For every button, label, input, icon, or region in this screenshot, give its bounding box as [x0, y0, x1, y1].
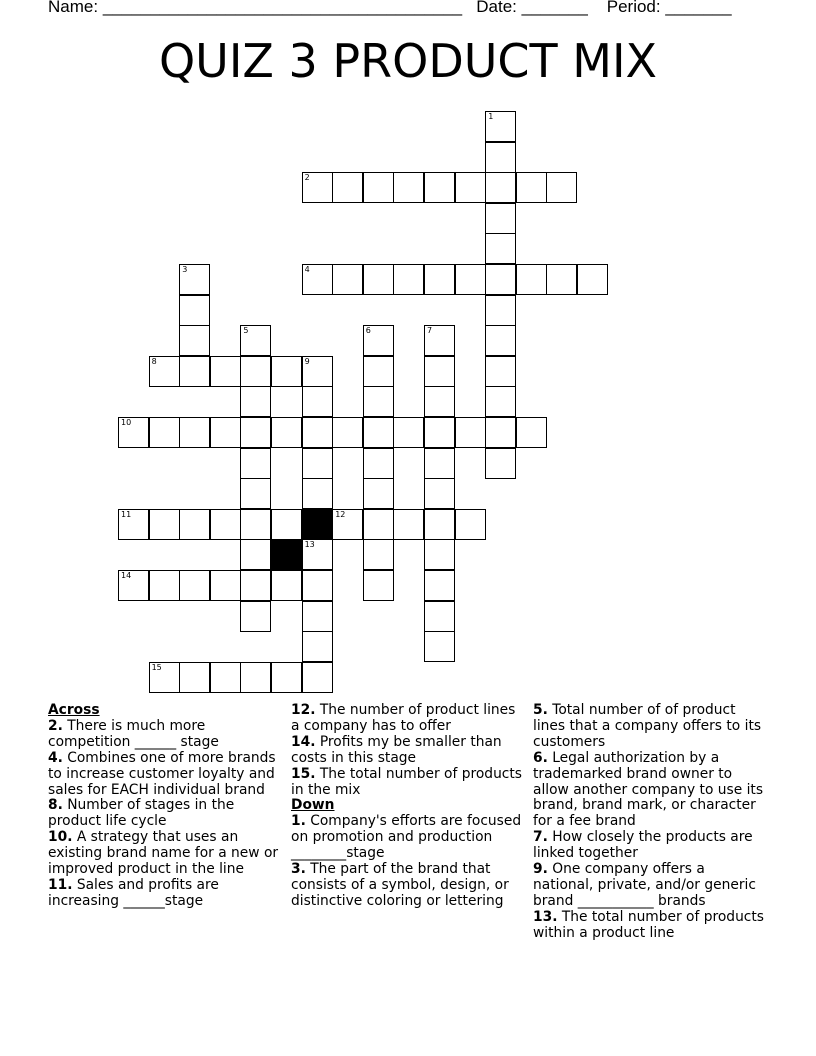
grid-cell[interactable] — [485, 356, 516, 387]
grid-cell[interactable] — [240, 539, 271, 570]
grid-cell[interactable] — [332, 172, 363, 203]
grid-cell[interactable] — [485, 203, 516, 234]
clue-across-8: 8. Number of stages in the product life cycle — [48, 797, 235, 830]
grid-cell[interactable] — [485, 264, 516, 295]
grid-cell[interactable] — [424, 539, 455, 570]
grid-cell-1[interactable] — [485, 111, 516, 142]
clue-across-2: 2. There is much more competition ______ stage — [48, 717, 219, 750]
clue-number-label: 13 — [304, 540, 315, 550]
clue-column-2 — [291, 703, 523, 910]
grid-cell[interactable] — [485, 233, 516, 264]
grid-cell[interactable] — [424, 631, 455, 662]
grid-cell[interactable] — [363, 264, 394, 295]
grid-cell[interactable] — [179, 356, 210, 387]
grid-cell[interactable] — [149, 570, 180, 601]
clue-down-13: 13. The total number of products within a product line — [533, 908, 764, 941]
grid-cell[interactable] — [363, 448, 394, 479]
grid-cell[interactable] — [485, 448, 516, 479]
grid-cell[interactable] — [302, 478, 333, 509]
grid-cell[interactable] — [210, 662, 241, 693]
grid-cell[interactable] — [179, 662, 210, 693]
date-blank[interactable]: _______ — [521, 0, 588, 16]
grid-cell[interactable] — [424, 172, 455, 203]
grid-cell[interactable] — [210, 356, 241, 387]
clue-down-7: 7. How closely the products are linked together — [533, 829, 753, 862]
grid-cell-9[interactable] — [302, 356, 333, 387]
grid-cell[interactable] — [271, 570, 302, 601]
grid-cell[interactable] — [149, 417, 180, 448]
grid-cell[interactable] — [424, 601, 455, 632]
grid-cell[interactable] — [485, 142, 516, 173]
grid-cell[interactable] — [424, 478, 455, 509]
grid-cell[interactable] — [179, 417, 210, 448]
grid-cell-5[interactable] — [240, 325, 271, 356]
grid-cell[interactable] — [393, 509, 424, 540]
grid-cell[interactable] — [546, 172, 577, 203]
grid-cell[interactable] — [485, 417, 516, 448]
clue-number-label: 11 — [121, 509, 132, 519]
grid-cell[interactable] — [455, 264, 486, 295]
grid-cell[interactable] — [332, 264, 363, 295]
grid-cell-4[interactable] — [302, 264, 333, 295]
grid-cell[interactable] — [424, 264, 455, 295]
clue-across-4: 4. Combines one of more brands to increase customer loyalty and sales for EACH individual brand — [48, 749, 276, 798]
grid-cell-14[interactable] — [118, 570, 149, 601]
grid-cell[interactable] — [516, 264, 547, 295]
grid-cell[interactable] — [363, 539, 394, 570]
grid-cell[interactable] — [363, 570, 394, 601]
clue-number-label: 4 — [304, 265, 310, 274]
grid-cell[interactable] — [240, 662, 271, 693]
grid-cell[interactable] — [271, 356, 302, 387]
grid-cell-12[interactable] — [332, 509, 363, 540]
grid-cell[interactable] — [210, 509, 241, 540]
grid-cell-2[interactable] — [302, 172, 333, 203]
period-label: Period: — [606, 0, 661, 16]
page-title: QUIZ 3 PRODUCT MIX — [158, 34, 658, 88]
grid-cell[interactable] — [393, 264, 424, 295]
grid-cell[interactable] — [302, 631, 333, 662]
grid-cell[interactable] — [516, 172, 547, 203]
grid-cell[interactable] — [363, 386, 394, 417]
black-square — [302, 509, 333, 540]
grid-cell-10[interactable] — [118, 417, 149, 448]
grid-cell[interactable] — [302, 417, 333, 448]
grid-cell[interactable] — [210, 417, 241, 448]
grid-cell[interactable] — [455, 172, 486, 203]
clue-number-label: 12 — [335, 509, 346, 519]
grid-cell[interactable] — [302, 386, 333, 417]
grid-cell[interactable] — [332, 417, 363, 448]
grid-cell[interactable] — [240, 601, 271, 632]
grid-cell[interactable] — [179, 295, 210, 326]
grid-cell[interactable] — [271, 662, 302, 693]
grid-cell[interactable] — [363, 478, 394, 509]
grid-cell[interactable] — [240, 509, 271, 540]
across-heading: Across — [48, 702, 100, 718]
grid-cell[interactable] — [302, 662, 333, 693]
grid-cell[interactable] — [393, 417, 424, 448]
clue-down-5: 5. Total number of of product lines that a company offers to its customers — [533, 702, 762, 750]
clue-number-label: 6 — [365, 326, 371, 336]
clue-across-12: 12. The number of product lines a company has to offer — [291, 702, 516, 734]
clue-down-9: 9. One company offers a national, private, and/or generic brand ___________ brands — [533, 861, 756, 909]
grid-cell-6[interactable] — [363, 325, 394, 356]
clue-number-label: 7 — [427, 326, 433, 336]
clue-down-1: 1. Company's efforts are focused on promotion and production ________stage — [291, 813, 522, 862]
clue-across-15: 15. The total number of products in the mix — [291, 765, 522, 798]
grid-cell[interactable] — [240, 570, 271, 601]
grid-cell-8[interactable] — [149, 356, 180, 387]
grid-cell[interactable] — [302, 448, 333, 479]
grid-cell[interactable] — [424, 509, 455, 540]
clue-column-1 — [48, 703, 284, 910]
grid-cell[interactable] — [546, 264, 577, 295]
grid-cell[interactable] — [363, 356, 394, 387]
grid-cell[interactable] — [240, 448, 271, 479]
clue-down-3: 3. The part of the brand that consists of a symbol, design, or distinctive coloring or lettering — [291, 861, 509, 909]
clue-number-label: 9 — [304, 356, 310, 366]
grid-cell[interactable] — [516, 417, 547, 448]
grid-cell[interactable] — [485, 172, 516, 203]
clue-across-11: 11. Sales and profits are increasing ______stage — [48, 876, 219, 909]
grid-cell[interactable] — [240, 386, 271, 417]
grid-cell-15[interactable] — [149, 662, 180, 693]
date-label: Date: — [476, 0, 517, 16]
grid-cell[interactable] — [424, 570, 455, 601]
clue-across-14: 14. Profits my be smaller than costs in this stage — [291, 733, 502, 766]
grid-cell-7[interactable] — [424, 325, 455, 356]
grid-cell[interactable] — [240, 356, 271, 387]
grid-cell[interactable] — [424, 448, 455, 479]
grid-cell[interactable] — [424, 417, 455, 448]
clue-down-6: 6. Legal authorization by a trademarked brand owner to allow another company to use its brand, brand mark, or character for a fee brand — [533, 749, 764, 830]
black-square — [271, 539, 302, 570]
down-heading: Down — [291, 797, 335, 814]
grid-cell[interactable] — [485, 325, 516, 356]
clue-number-label: 8 — [151, 356, 157, 366]
grid-cell[interactable] — [363, 417, 394, 448]
name-label: Name: — [48, 0, 99, 16]
grid-cell[interactable] — [485, 295, 516, 326]
clue-number-label: 14 — [121, 571, 132, 580]
name-blank[interactable]: ______________________________________ — [102, 0, 463, 16]
grid-cell[interactable] — [149, 509, 180, 540]
grid-cell[interactable] — [393, 172, 424, 203]
clue-number-label: 3 — [182, 265, 188, 274]
grid-cell-13[interactable] — [302, 539, 333, 570]
grid-cell[interactable] — [271, 417, 302, 448]
grid-cell[interactable] — [455, 509, 486, 540]
grid-cell[interactable] — [240, 417, 271, 448]
clue-column-3 — [533, 703, 769, 942]
clue-number-label: 15 — [151, 662, 162, 672]
grid-cell[interactable] — [179, 325, 210, 356]
clue-number-label: 2 — [304, 173, 310, 183]
grid-cell[interactable] — [363, 509, 394, 540]
grid-cell[interactable] — [179, 509, 210, 540]
grid-cell[interactable] — [577, 264, 608, 295]
grid-cell[interactable] — [485, 386, 516, 417]
grid-cell[interactable] — [424, 386, 455, 417]
grid-cell[interactable] — [363, 172, 394, 203]
grid-cell-3[interactable] — [179, 264, 210, 295]
grid-cell[interactable] — [210, 570, 241, 601]
grid-cell[interactable] — [424, 356, 455, 387]
clue-number-label: 5 — [243, 326, 249, 336]
grid-cell[interactable] — [302, 570, 333, 601]
grid-cell[interactable] — [240, 478, 271, 509]
clue-number-label: 10 — [121, 418, 132, 427]
clue-across-10: 10. A strategy that uses an existing brand name for a new or improved product in the line — [48, 829, 279, 878]
grid-cell[interactable] — [455, 417, 486, 448]
period-blank[interactable]: _______ — [665, 0, 732, 16]
grid-cell-11[interactable] — [118, 509, 149, 540]
student-info-header — [48, 0, 732, 17]
grid-cell[interactable] — [302, 601, 333, 632]
grid-cell[interactable] — [179, 570, 210, 601]
clue-number-label: 1 — [488, 112, 494, 121]
grid-cell[interactable] — [271, 509, 302, 540]
